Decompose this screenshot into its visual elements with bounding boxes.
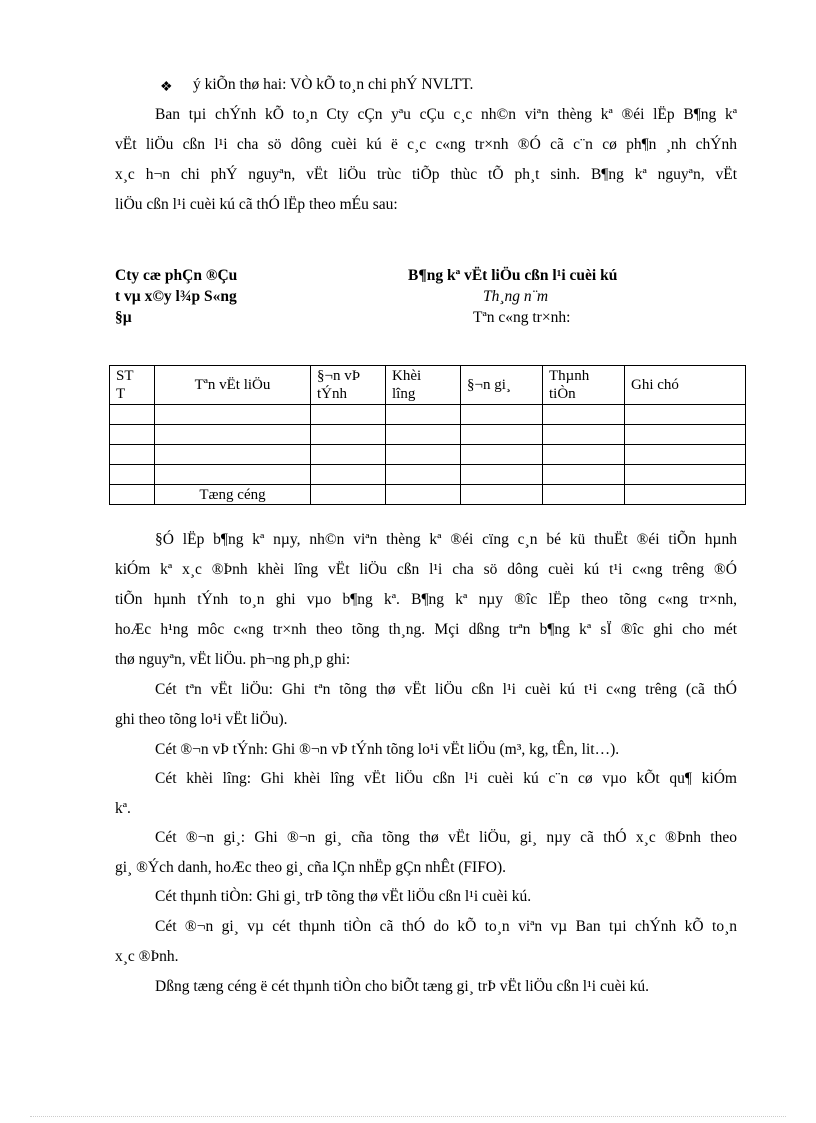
header-note: Ghi chó [625,366,746,405]
materials-table [109,365,746,505]
paragraph-line: thø nguyªn, vËt liÖu. ph¬ng ph¸p ghi: [115,651,351,668]
form-title: B¶ng kª vËt liÖu cßn l¹i cuèi kú [408,267,618,284]
intro-line: Ban tµi chÝnh kÕ to¸n Cty cÇn yªu cÇu c¸c nh©n viªn thèng kª ®éi lËp B¶ng kª [155,106,737,123]
paragraph-line: kª. [115,800,131,817]
page-bottom-divider [30,1116,786,1117]
header-quantity: Khèi lîng [386,366,461,405]
paragraph-line: Cét ®¬n vÞ tÝnh: Ghi ®¬n vÞ tÝnh tõng lo¹i vËt liÖu (m³, kg, tÊn, lit…). [155,741,620,758]
paragraph-line: kiÓm kª x¸c ®Þnh khèi lîng vËt liÖu cßn l¹i cha sö dông cuèi kú t¹i c«ng trêng ®Ó [115,561,737,578]
paragraph-line: hoÆc h¹ng môc c«ng tr×nh theo tõng th¸ng. Mçi dßng trªn b¶ng kª sÏ ®îc ghi cho mét [115,621,737,638]
header-material-name: Tªn vËt liÖu [155,366,311,405]
table-row [110,445,746,465]
table-row [110,465,746,485]
company-name: §µ [115,309,132,326]
table-row [110,405,746,425]
paragraph-line: tiÕn hµnh tÝnh to¸n ghi vµo b¶ng kª. B¶ng kª nµy ®îc lËp theo tõng c«ng tr×nh, [115,591,737,608]
paragraph-line: §Ó lËp b¶ng kª nµy, nh©n viªn thèng kª ®éi cïng c¸n bé kü thuËt ®éi tiÕn hµnh [155,531,737,548]
bullet-item: ý kiÕn thø hai: VÒ kÕ to¸n chi phÝ NVLTT. [193,76,474,93]
paragraph-line: Cét khèi lîng: Ghi khèi lîng vËt liÖu cßn l¹i cuèi kú c¨n cø vµo kÕt qu¶ kiÓm [155,770,737,787]
header-stt: ST T [110,366,155,405]
company-name: t vµ x©y l¾p S«ng [115,288,237,305]
paragraph-line: Cét ®¬n gi¸ vµ cét thµnh tiÒn cã thÓ do kÕ to¸n viªn vµ Ban tµi chÝnh kÕ to¸n [155,918,737,935]
form-project: Tªn c«ng tr×nh: [473,309,571,326]
paragraph-line: Cét ®¬n gi¸: Ghi ®¬n gi¸ cña tõng thø vËt liÖu, gi¸ nµy cã thÓ x¸c ®Þnh theo [155,829,737,846]
intro-line: liÖu cßn l¹i cuèi kú cã thÓ lËp theo mÉu sau: [115,196,398,213]
table-header-row [110,366,746,405]
intro-line: vËt liÖu cßn l¹i cha sö dông cuèi kú ë c¸c c«ng tr×nh ®Ó cã c¨n cø ph¶n ¸nh chÝnh [115,136,737,153]
intro-line: x¸c h¬n chi phÝ nguyªn, vËt liÖu trùc tiÕp thùc tÕ ph¸t sinh. B¶ng kª nguyªn, vËt [115,166,737,183]
header-unit: §¬n vÞ tÝnh [311,366,386,405]
paragraph-line: ghi theo tõng lo¹i vËt liÖu). [115,711,288,728]
paragraph-line: x¸c ®Þnh. [115,948,179,965]
header-amount: Thµnh tiÒn [543,366,625,405]
paragraph-line: Cét thµnh tiÒn: Ghi gi¸ trÞ tõng thø vËt liÖu cßn l¹i cuèi kú. [155,888,532,905]
paragraph-line: Dßng tæng céng ë cét thµnh tiÒn cho biÕt tæng gi¸ trÞ vËt liÖu cßn l¹i cuèi kú. [155,978,650,995]
header-unit-price: §¬n gi¸ [461,366,543,405]
diamond-bullet-icon: ❖ [160,80,173,95]
form-period: Th¸ng n¨m [483,288,549,305]
company-name: Cty cæ phÇn ®Çu [115,267,238,284]
paragraph-line: gi¸ ®Ých danh, hoÆc theo gi¸ cña lÇn nhËp gÇn nhÊt (FIFO). [115,859,507,876]
total-label: Tæng céng [155,485,311,505]
table-total-row [110,485,746,505]
paragraph-line: Cét tªn vËt liÖu: Ghi tªn tõng thø vËt liÖu cßn l¹i cuèi kú t¹i c«ng trêng (cã thÓ [155,681,737,698]
table-row [110,425,746,445]
